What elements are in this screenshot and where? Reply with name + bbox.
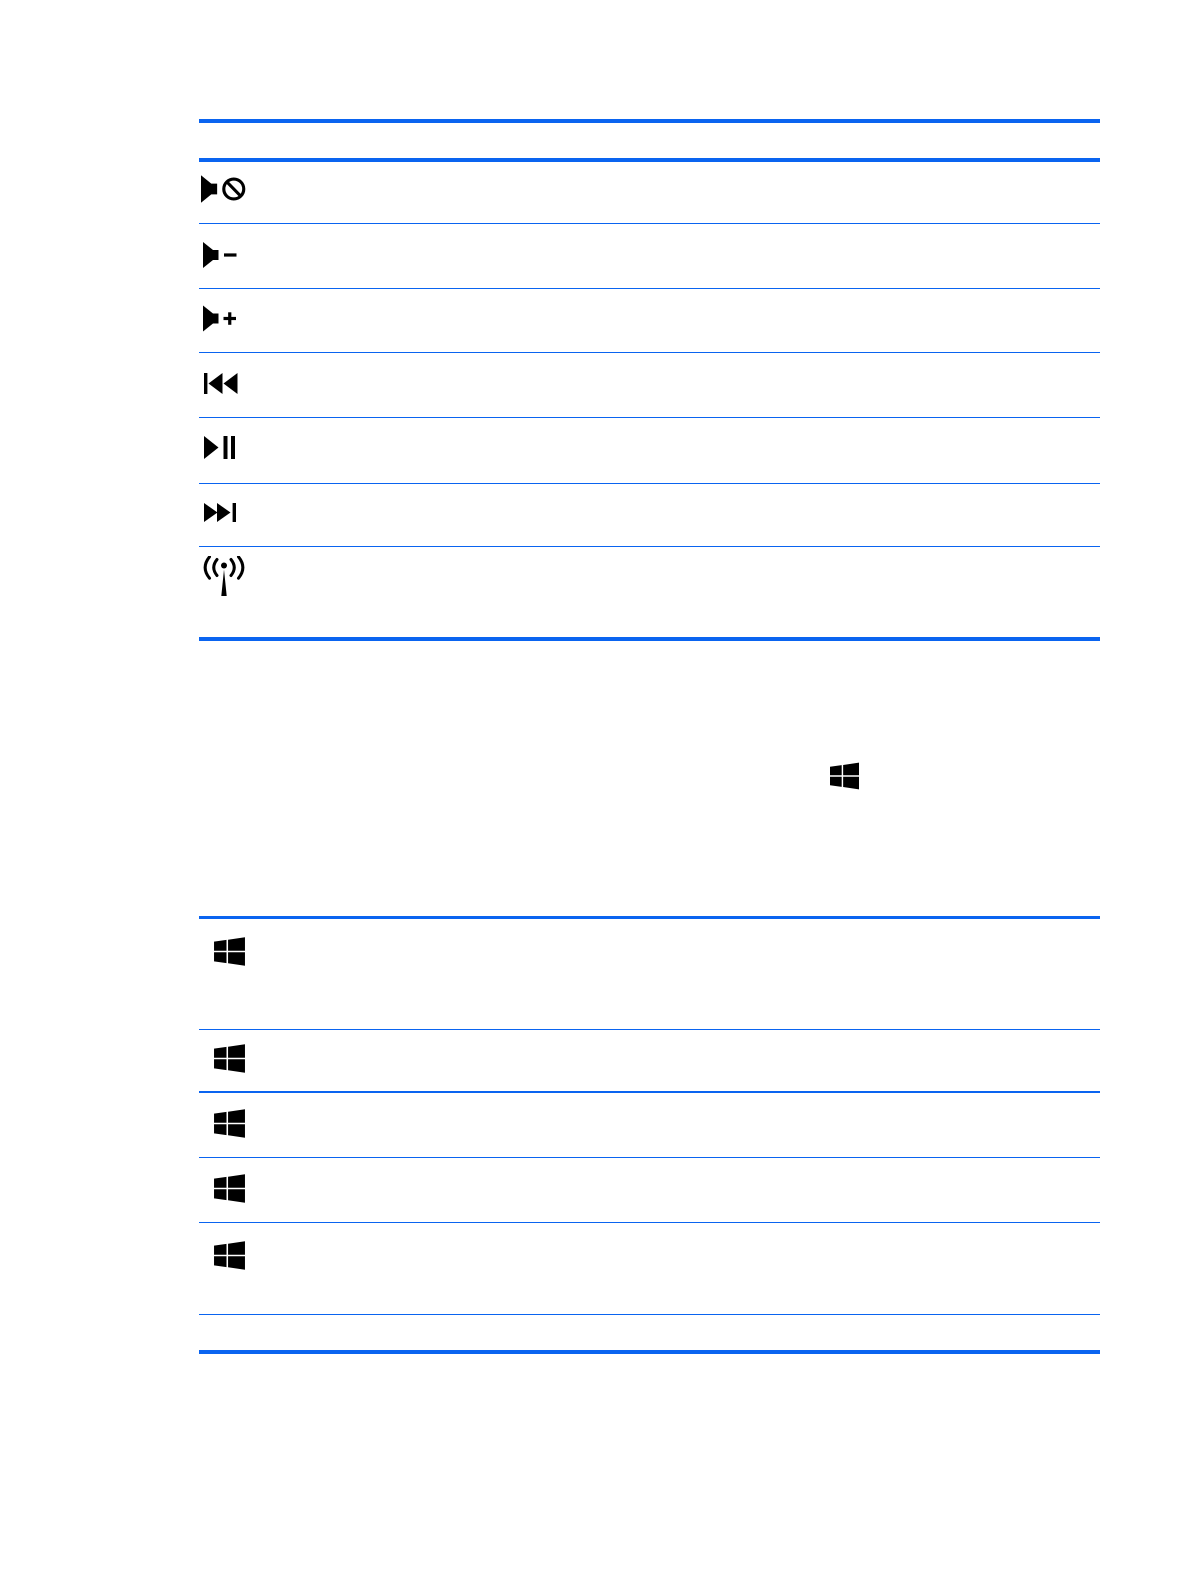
windows-logo-icon: [830, 761, 859, 791]
hotkey-table-row-separator: [199, 483, 1100, 484]
hotkey-table-row-separator: [199, 288, 1100, 289]
hotkey-table: [199, 119, 1100, 641]
hotkey-table-top-rule: [199, 119, 1100, 123]
hotkey-table-header-rule: [199, 158, 1100, 162]
windows-logo-icon: [214, 1044, 245, 1073]
windows-logo-icon: [214, 1241, 245, 1270]
shortcut-table-top-rule: [199, 916, 1100, 919]
hotkey-table-row-separator: [199, 352, 1100, 353]
volume-mute-icon: [201, 175, 246, 203]
windows-logo-icon: [214, 1109, 245, 1138]
volume-down-icon: [203, 242, 238, 268]
hotkey-table-row-separator: [199, 417, 1100, 418]
previous-track-icon: [204, 373, 240, 394]
windows-logo-icon: [214, 1174, 245, 1203]
volume-up-icon: [203, 305, 238, 332]
windows-logo-icon: [214, 937, 245, 966]
wireless-icon: [200, 556, 248, 598]
play-pause-icon: [204, 436, 238, 459]
shortcut-table-row-separator: [199, 1157, 1100, 1158]
hotkey-table-row-separator: [199, 223, 1100, 224]
shortcut-table-row-separator: [199, 1091, 1100, 1093]
next-track-icon: [204, 503, 240, 522]
shortcut-table-row-separator: [199, 1029, 1100, 1030]
hotkey-table-row-separator: [199, 546, 1100, 547]
shortcut-table-bottom-rule: [199, 1350, 1100, 1354]
shortcut-table-row-separator: [199, 1222, 1100, 1223]
hotkey-table-bottom-rule: [199, 637, 1100, 641]
shortcut-table: [199, 916, 1100, 1354]
shortcut-table-row-separator: [199, 1314, 1100, 1315]
